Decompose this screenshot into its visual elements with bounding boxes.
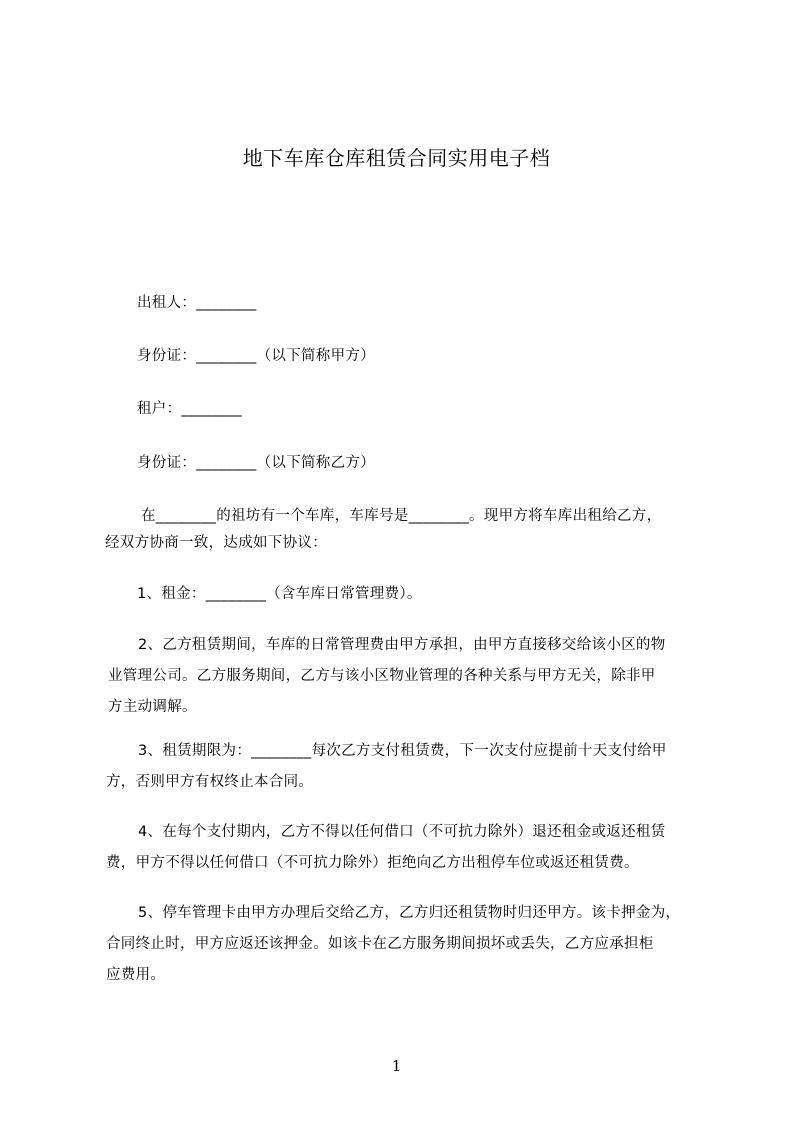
lessor-id-field: 身份证：________（以下简称甲方） xyxy=(137,348,375,364)
page-number: 1 xyxy=(391,1057,402,1075)
document-title: 地下车库仓库租赁合同实用电子档 xyxy=(242,146,551,170)
lessor-field: 出租人：________ xyxy=(137,295,257,311)
clause-2: 2、乙方租赁期间，车库的日常管理费由甲方承担，由甲方直接移交给该小区的物 业管理公司。乙方服务期间，乙方与该小区物业管理的各种关系与甲方无关，除非甲 方主动调解。 xyxy=(108,637,666,715)
clause-4: 4、在每个支付期内，乙方不得以任何借口（不可抗力除外）退还租金或返还租赁 费，甲方不得以任何借口（不可抗力除外）拒绝向乙方出租停车位或返还租赁费。 xyxy=(106,824,666,871)
intro-line-1: 在________的祖坊有一个车库，车库号是________。现甲方将车库出租给乙方， xyxy=(141,508,662,524)
tenant-id-field: 身份证：________（以下简称乙方） xyxy=(137,455,375,471)
clause-1: 1、租金：________（含车库日常管理费）。 xyxy=(137,586,422,602)
clause-3: 3、租赁期限为：________每次乙方支付租赁费，下一次支付应提前十天支付给甲 方，否则甲方有权终止本合同。 xyxy=(106,743,667,790)
intro-line-2: 经双方协商一致，达成如下协议： xyxy=(105,535,327,551)
clause-5: 5、停车管理卡由甲方办理后交给乙方，乙方归还租赁物时归还甲方。该卡押金为， 合同终止时，甲方应返还该押金。如该卡在乙方服务期间损坏或丢失，乙方应承担柜 应费用。 xyxy=(106,905,681,983)
tenant-field: 租户：________ xyxy=(137,401,242,417)
